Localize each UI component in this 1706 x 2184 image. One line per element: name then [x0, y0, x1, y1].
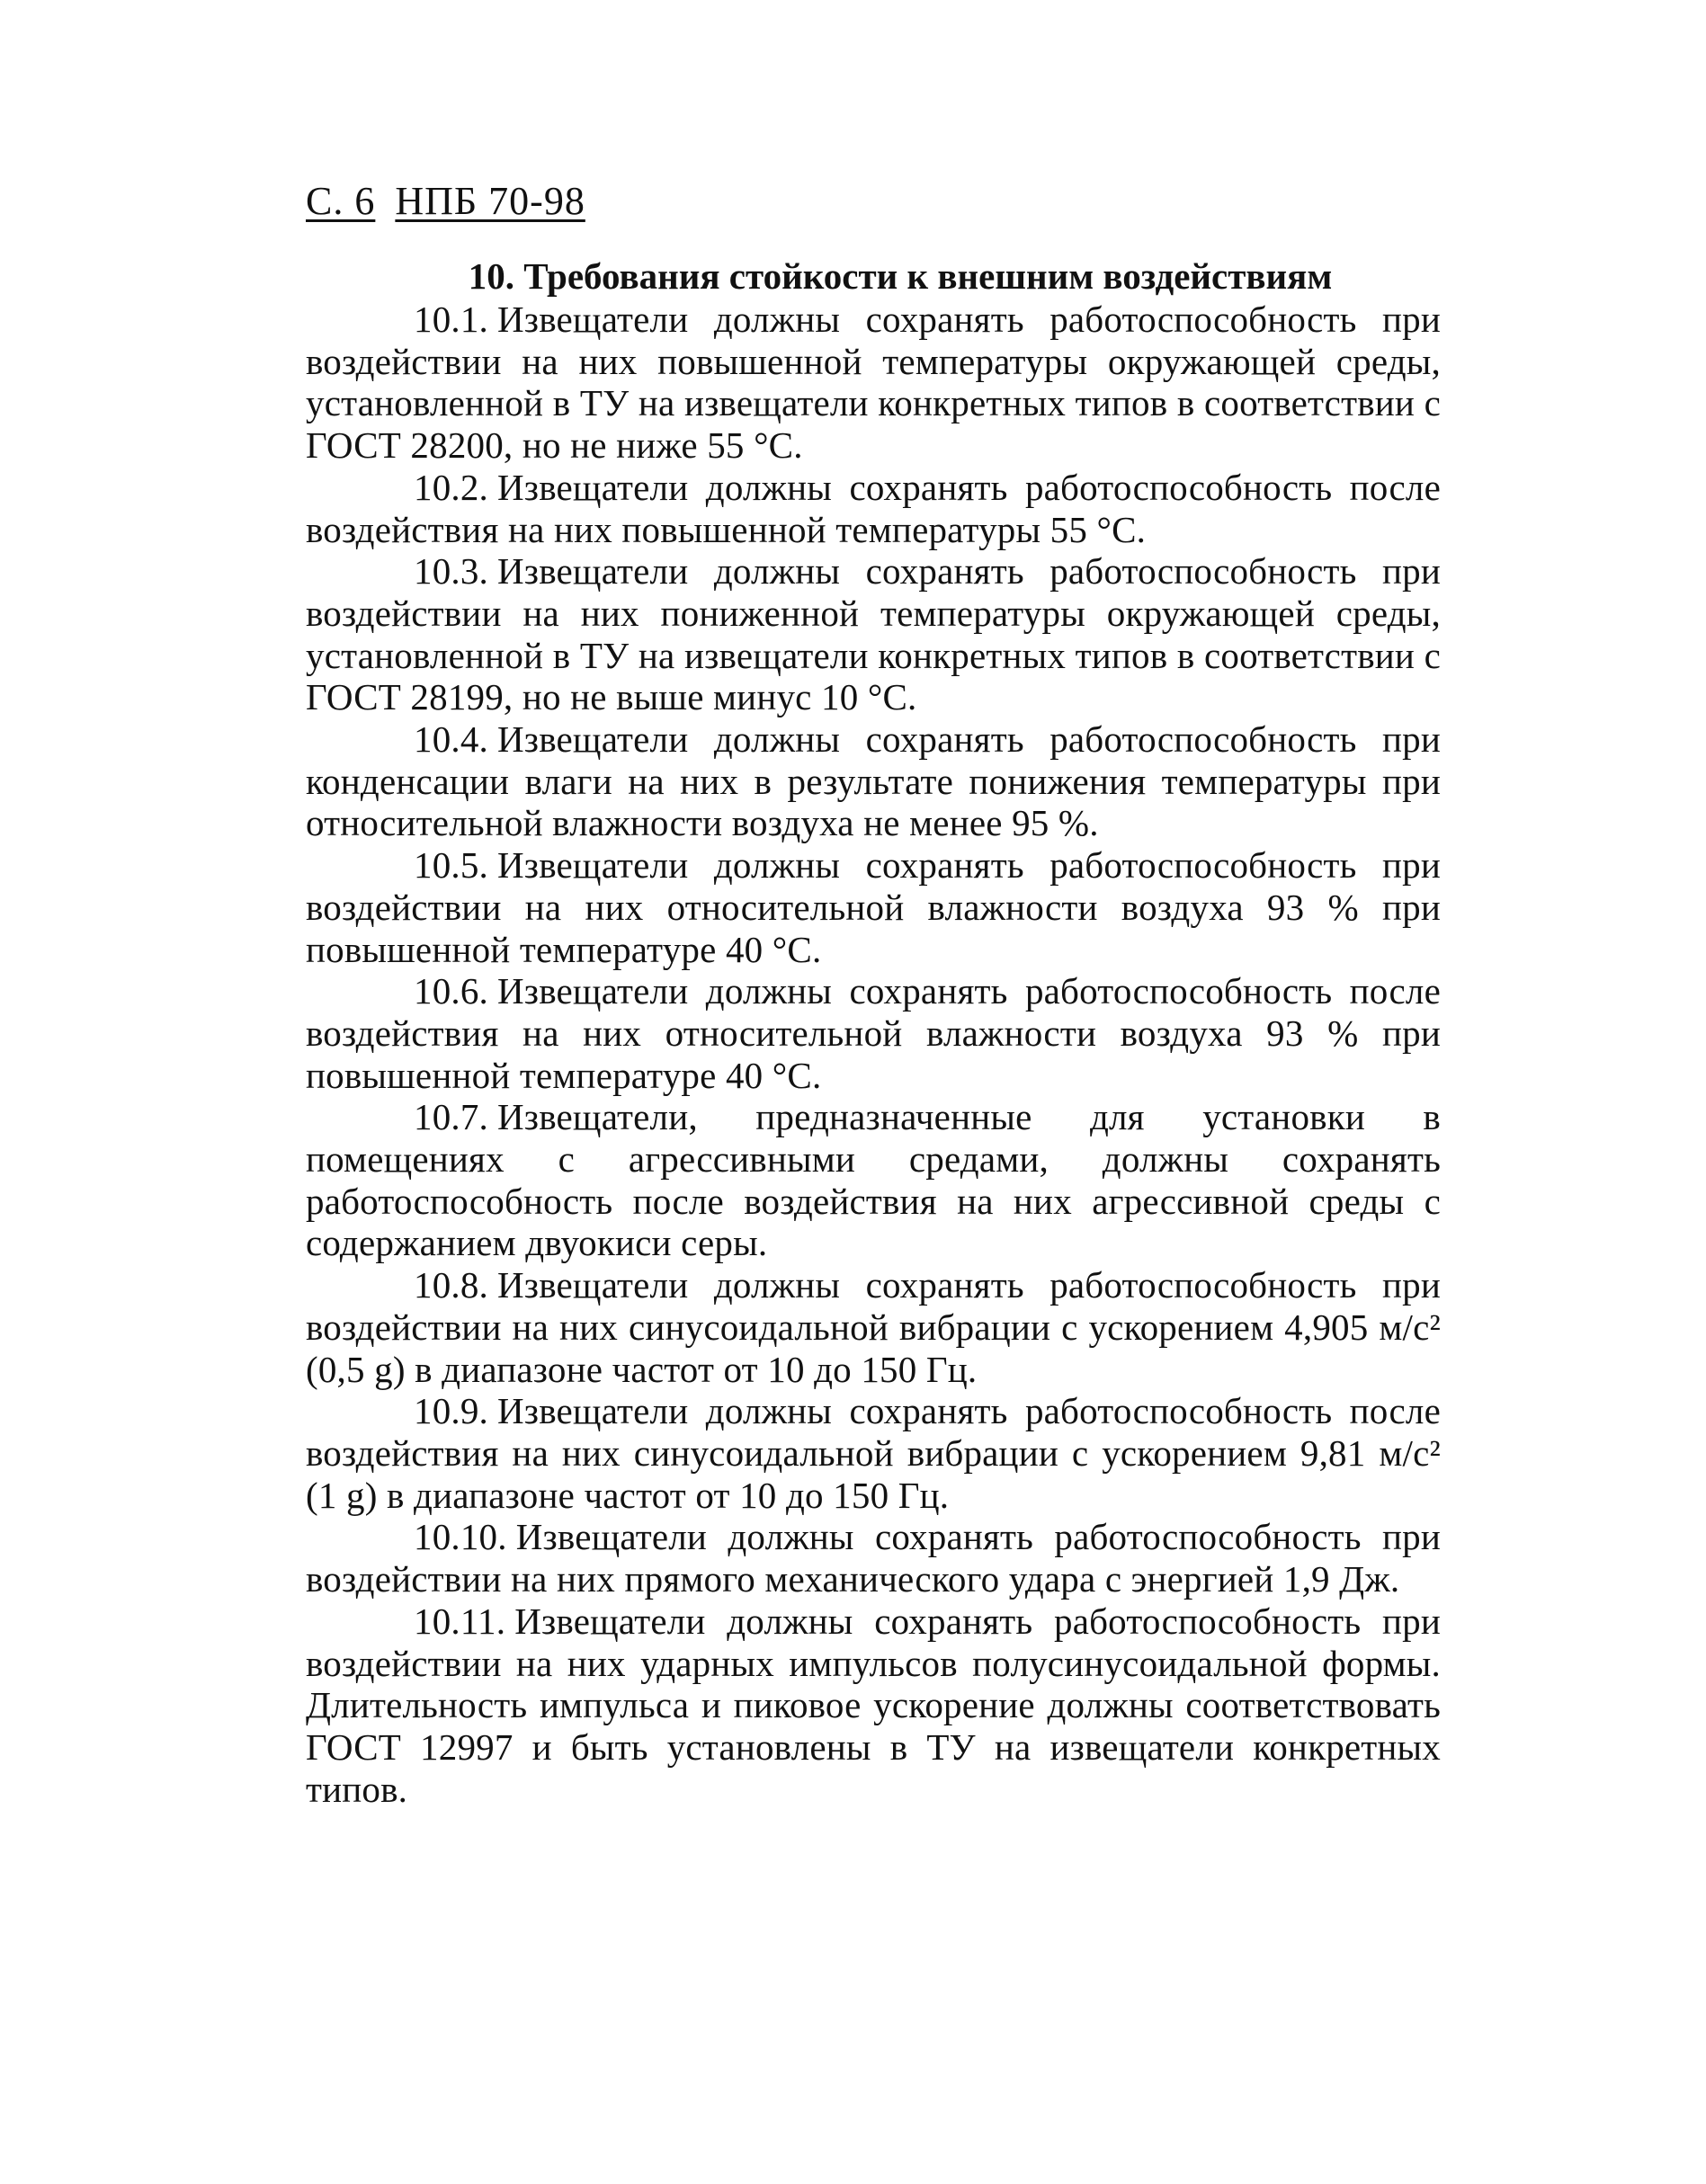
- clause-10-3: [306, 550, 1441, 718]
- clause-text: Извещатели, предназначенные для установки в помещениях с агрессивными средами, должны сохранять работоспособность после воздействия на них агрессивной среды с содержанием двуокиси серы.: [306, 1096, 1441, 1264]
- clause-10-1: [306, 299, 1441, 467]
- clause-number: 10.4.: [414, 718, 488, 761]
- clause-text: Извещатели должны сохранять работоспособность при воздействии на них повышенной температуры окружающей среды, установленной в ТУ на извещатели конкретных типов в соответствии с ГОСТ 28200, но не ниже 55 °С.: [306, 299, 1441, 467]
- section-heading: 10. Требования стойкости к внешним воздействиям: [468, 255, 1333, 297]
- clause-text: Извещатели должны сохранять работоспособность после воздействия на них синусоидальной вибрации с ускорением 9,81 м/с² (1 g) в диапазоне частот от 10 до 150 Гц.: [306, 1390, 1441, 1516]
- clause-10-4: [306, 718, 1441, 844]
- clause-number: 10.7.: [414, 1096, 488, 1138]
- clause-number: 10.6.: [414, 970, 488, 1012]
- document-code: НПБ 70-98: [395, 179, 585, 223]
- clause-10-2: [306, 467, 1441, 550]
- clause-number: 10.11.: [414, 1600, 506, 1642]
- clause-text: Извещатели должны сохранять работоспособность после воздействия на них повышенной температуры 55 °С.: [306, 466, 1441, 550]
- clause-text: Извещатели должны сохранять работоспособность при конденсации влаги на них в результате понижения температуры при относительной влажности воздуха не менее 95 %.: [306, 718, 1441, 844]
- clause-text: Извещатели должны сохранять работоспособность при воздействии на них ударных импульсов полусинусоидальной формы. Длительность импульса и пиковое ускорение должны соответствовать ГОСТ 12997 и быть установлены в ТУ на извещатели конкретных типов.: [306, 1600, 1441, 1810]
- clause-number: 10.2.: [414, 466, 488, 508]
- clause-10-9: [306, 1390, 1441, 1516]
- clause-text: Извещатели должны сохранять работоспособность при воздействии на них прямого механического удара с энергией 1,9 Дж.: [306, 1516, 1441, 1600]
- clause-number: 10.9.: [414, 1390, 488, 1432]
- page-number: С. 6: [306, 179, 376, 223]
- running-header: [306, 178, 585, 225]
- clause-10-10: [306, 1516, 1441, 1600]
- clause-text: Извещатели должны сохранять работоспособность после воздействия на них относительной влажности воздуха 93 % при повышенной температуре 40 °С.: [306, 970, 1441, 1096]
- clause-number: 10.1.: [414, 299, 488, 340]
- clause-10-7: [306, 1096, 1441, 1264]
- clause-10-6: [306, 970, 1441, 1096]
- document-body: [306, 254, 1441, 1810]
- clause-text: Извещатели должны сохранять работоспособность при воздействии на них пониженной температуры окружающей среды, установленной в ТУ на извещатели конкретных типов в соответствии с ГОСТ 28199, но не выше минус 10 °С.: [306, 550, 1441, 718]
- clause-text: Извещатели должны сохранять работоспособность при воздействии на них синусоидальной вибрации с ускорением 4,905 м/с² (0,5 g) в диапазоне частот от 10 до 150 Гц.: [306, 1264, 1441, 1390]
- clause-10-8: [306, 1264, 1441, 1390]
- clause-number: 10.3.: [414, 550, 488, 593]
- clause-number: 10.10.: [414, 1516, 507, 1558]
- clause-10-5: [306, 844, 1441, 970]
- clause-number: 10.5.: [414, 844, 488, 887]
- clause-10-11: [306, 1600, 1441, 1811]
- clause-number: 10.8.: [414, 1264, 488, 1306]
- clause-text: Извещатели должны сохранять работоспособность при воздействии на них относительной влажности воздуха 93 % при повышенной температуре 40 °С.: [306, 844, 1441, 970]
